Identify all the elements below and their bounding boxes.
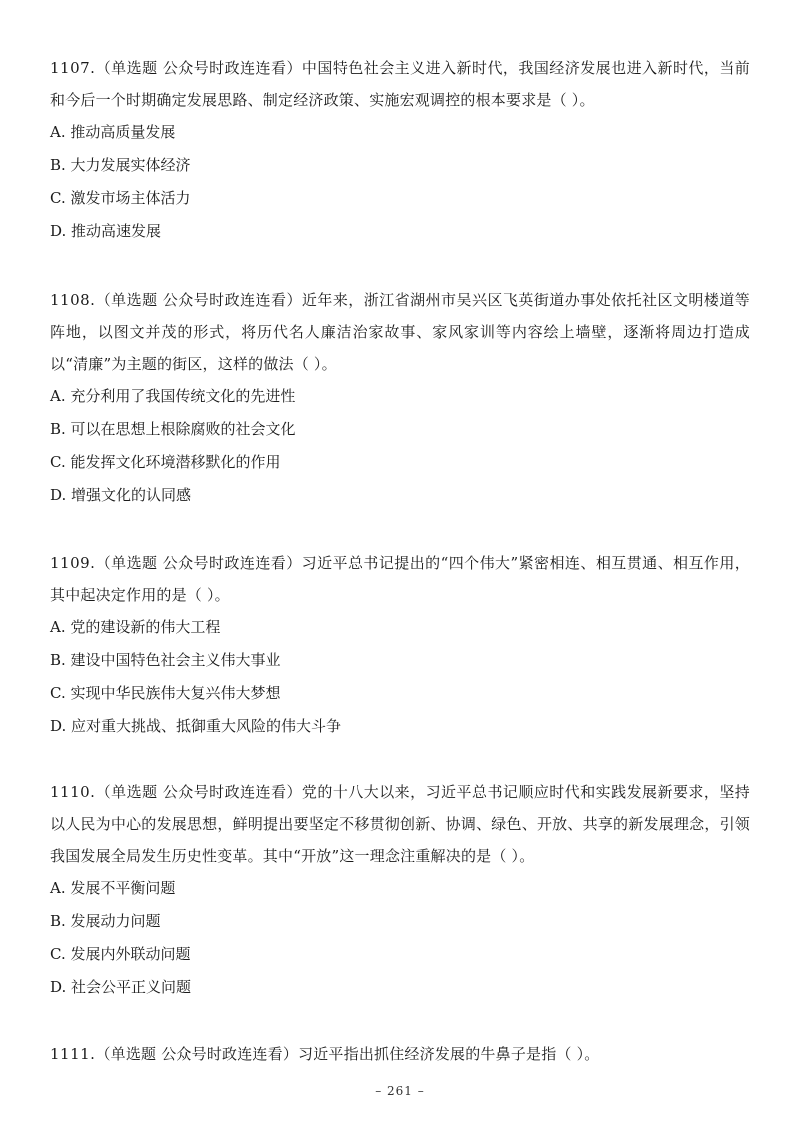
- question-1110: [50, 776, 750, 1004]
- option-b: B. 发展动力问题: [50, 912, 161, 930]
- question-1109: [50, 547, 750, 743]
- option-d: D. 增强文化的认同感: [50, 486, 192, 504]
- question-stem: [50, 776, 750, 872]
- option-a: A. 发展不平衡问题: [50, 879, 176, 897]
- question-text: （单选题 公众号时政连连看）近年来，浙江省湖州市吴兴区飞英街道办事处依托社区文明楼道等阵地，以图文并茂的形式，将历代名人廉洁治家故事、家风家训等内容绘上墙壁，逐渐将周边打造成以“清廉”为主题的街区，这样的做法（ ）。: [50, 291, 750, 373]
- question-stem: [50, 547, 750, 611]
- option-c: C. 激发市场主体活力: [50, 189, 191, 207]
- option-c: C. 能发挥文化环境潜移默化的作用: [50, 453, 281, 471]
- question-text: （单选题 公众号时政连连看）党的十八大以来，习近平总书记顺应时代和实践发展新要求，坚持以人民为中心的发展思想，鲜明提出要坚定不移贯彻创新、协调、绿色、开放、共享的新发展理念，引领我国发展全局发生历史性变革。其中“开放”这一理念注重解决的是（ ）。: [50, 783, 750, 865]
- option-b: B. 大力发展实体经济: [50, 156, 191, 174]
- question-text: （单选题 公众号时政连连看）习近平总书记提出的“四个伟大”紧密相连、相互贯通、相互作用，其中起决定作用的是（ ）。: [50, 554, 750, 604]
- question-number: 1109.: [50, 554, 96, 572]
- option-a: A. 党的建设新的伟大工程: [50, 618, 221, 636]
- option-a: A. 推动高质量发展: [50, 123, 176, 141]
- option-c: C. 发展内外联动问题: [50, 945, 191, 963]
- question-number: 1111.: [50, 1045, 96, 1063]
- question-number: 1110.: [50, 783, 96, 801]
- question-1111: [50, 1038, 750, 1070]
- question-number: 1108.: [50, 291, 96, 309]
- question-stem: [50, 52, 750, 116]
- option-list: [50, 380, 750, 512]
- option-d: D. 应对重大挑战、抵御重大风险的伟大斗争: [50, 717, 342, 735]
- question-stem: [50, 1038, 750, 1070]
- option-b: B. 可以在思想上根除腐败的社会文化: [50, 420, 296, 438]
- option-d: D. 社会公平正义问题: [50, 978, 192, 996]
- question-1108: [50, 284, 750, 512]
- question-stem: [50, 284, 750, 380]
- question-number: 1107.: [50, 59, 96, 77]
- option-list: [50, 872, 750, 1004]
- option-c: C. 实现中华民族伟大复兴伟大梦想: [50, 684, 281, 702]
- question-1107: [50, 52, 750, 248]
- question-text: （单选题 公众号时政连连看）习近平指出抓住经济发展的牛鼻子是指（ ）。: [95, 1045, 600, 1063]
- option-list: [50, 611, 750, 743]
- option-list: [50, 116, 750, 248]
- option-a: A. 充分利用了我国传统文化的先进性: [50, 387, 296, 405]
- question-text: （单选题 公众号时政连连看）中国特色社会主义进入新时代，我国经济发展也进入新时代，当前和今后一个时期确定发展思路、制定经济政策、实施宏观调控的根本要求是（ ）。: [50, 59, 750, 109]
- option-b: B. 建设中国特色社会主义伟大事业: [50, 651, 281, 669]
- page-number: – 261 –: [375, 1084, 425, 1098]
- option-d: D. 推动高速发展: [50, 222, 162, 240]
